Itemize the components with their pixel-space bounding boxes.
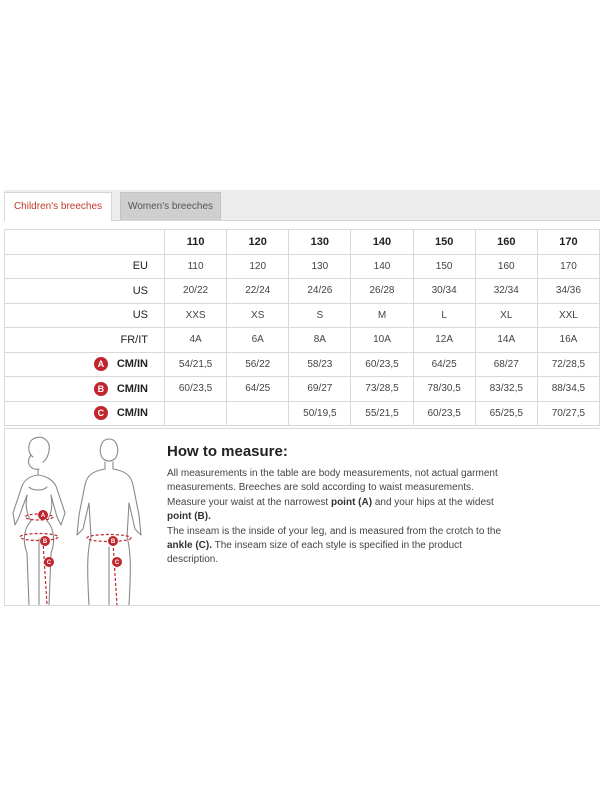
measure-description xyxy=(167,467,512,568)
size-chart-table xyxy=(4,229,600,426)
table-cell: 78/30,5 xyxy=(413,377,475,402)
measure-text-bold: point (B). xyxy=(167,511,211,523)
measure-text-part: and your hips at the widest xyxy=(372,496,494,508)
table-cell xyxy=(227,401,289,426)
table-cell: 68/27 xyxy=(475,352,537,377)
table-row xyxy=(5,352,600,377)
table-row xyxy=(5,328,600,353)
table-cell: 69/27 xyxy=(289,377,351,402)
table-cell: 110 xyxy=(165,254,227,279)
table-cell: XS xyxy=(227,303,289,328)
table-cell: 120 xyxy=(227,254,289,279)
table-cell: XXS xyxy=(165,303,227,328)
measure-text-part: The inseam is the inside of your leg, and is measured from the crotch to the xyxy=(167,525,502,537)
header-cell: 130 xyxy=(289,230,351,255)
table-cell: 20/22 xyxy=(165,279,227,304)
table-cell: 60/23,5 xyxy=(351,352,413,377)
row-label: US xyxy=(5,303,165,328)
table-cell: 130 xyxy=(289,254,351,279)
table-cell: L xyxy=(413,303,475,328)
row-label-text: CM/IN xyxy=(116,407,148,420)
marker-c-label: C xyxy=(46,560,52,566)
table-cell: 32/34 xyxy=(475,279,537,304)
table-cell: 160 xyxy=(475,254,537,279)
tab-womens-breeches[interactable]: Women's breeches xyxy=(120,192,221,220)
man-figure-icon xyxy=(77,439,141,605)
table-cell xyxy=(165,401,227,426)
tab-childrens-breeches[interactable]: Children's breeches xyxy=(4,192,112,221)
table-cell: 64/25 xyxy=(413,352,475,377)
tab-bar xyxy=(4,190,600,221)
marker-c-label: C xyxy=(114,560,120,566)
table-cell: XL xyxy=(475,303,537,328)
table-cell: 24/26 xyxy=(289,279,351,304)
row-label-hips xyxy=(5,377,165,402)
woman-figure-icon xyxy=(13,437,65,605)
table-cell: 26/28 xyxy=(351,279,413,304)
table-cell: 83/32,5 xyxy=(475,377,537,402)
table-cell: 65/25,5 xyxy=(475,401,537,426)
table-cell: 8A xyxy=(289,328,351,353)
table-row xyxy=(5,303,600,328)
table-cell: 6A xyxy=(227,328,289,353)
table-cell: 140 xyxy=(351,254,413,279)
header-cell: 110 xyxy=(165,230,227,255)
table-row xyxy=(5,377,600,402)
table-cell: 50/19,5 xyxy=(289,401,351,426)
table-cell: 170 xyxy=(537,254,599,279)
row-label-text: CM/IN xyxy=(116,382,148,395)
table-cell: 150 xyxy=(413,254,475,279)
row-label: US xyxy=(5,279,165,304)
measure-text-bold: point (A) xyxy=(330,496,373,508)
table-cell: 60/23,5 xyxy=(165,377,227,402)
table-row xyxy=(5,254,600,279)
marker-b-label: B xyxy=(110,539,116,545)
table-cell: 30/34 xyxy=(413,279,475,304)
table-cell: 60/23,5 xyxy=(413,401,475,426)
header-cell xyxy=(5,230,165,255)
table-cell: 54/21,5 xyxy=(165,352,227,377)
header-cell: 160 xyxy=(475,230,537,255)
table-cell: 16A xyxy=(537,328,599,353)
header-cell: 170 xyxy=(537,230,599,255)
table-cell: S xyxy=(289,303,351,328)
marker-b-label: B xyxy=(42,539,48,545)
table-cell: 56/22 xyxy=(227,352,289,377)
table-cell: M xyxy=(351,303,413,328)
table-cell: 10A xyxy=(351,328,413,353)
marker-a-label: A xyxy=(40,513,46,519)
table-cell: 72/28,5 xyxy=(537,352,599,377)
how-to-measure-panel xyxy=(4,428,600,606)
row-label: EU xyxy=(5,254,165,279)
table-cell: 73/28,5 xyxy=(351,377,413,402)
table-cell: 14A xyxy=(475,328,537,353)
table-row xyxy=(5,279,600,304)
body-measurement-illustration xyxy=(5,429,155,605)
table-cell: 64/25 xyxy=(227,377,289,402)
table-cell: 55/21,5 xyxy=(351,401,413,426)
badge-a-icon: A xyxy=(94,357,108,371)
table-cell: 12A xyxy=(413,328,475,353)
table-cell: 34/36 xyxy=(537,279,599,304)
row-label-inseam xyxy=(5,401,165,426)
header-cell: 150 xyxy=(413,230,475,255)
header-cell: 140 xyxy=(351,230,413,255)
badge-c-icon: C xyxy=(94,406,108,420)
row-label: FR/IT xyxy=(5,328,165,353)
table-cell: XXL xyxy=(537,303,599,328)
row-label-text: CM/IN xyxy=(116,358,148,371)
measure-title: How to measure: xyxy=(167,443,288,460)
table-row xyxy=(5,401,600,426)
table-cell: 70/27,5 xyxy=(537,401,599,426)
table-cell: 4A xyxy=(165,328,227,353)
measure-text-bold: ankle (C). xyxy=(167,540,213,552)
measure-text-part: All measurements in the table are body measurements, not actual garment measurements. Breeches are sold according to waist measurements. Measure your waist at the narrowest xyxy=(167,468,498,508)
measure-text-part: The inseam size of each style is specified in the product description. xyxy=(167,540,462,566)
table-cell: 58/23 xyxy=(289,352,351,377)
row-label-waist xyxy=(5,352,165,377)
table-cell: 88/34,5 xyxy=(537,377,599,402)
table-header-row xyxy=(5,230,600,255)
badge-b-icon: B xyxy=(94,382,108,396)
header-cell: 120 xyxy=(227,230,289,255)
table-cell: 22/24 xyxy=(227,279,289,304)
